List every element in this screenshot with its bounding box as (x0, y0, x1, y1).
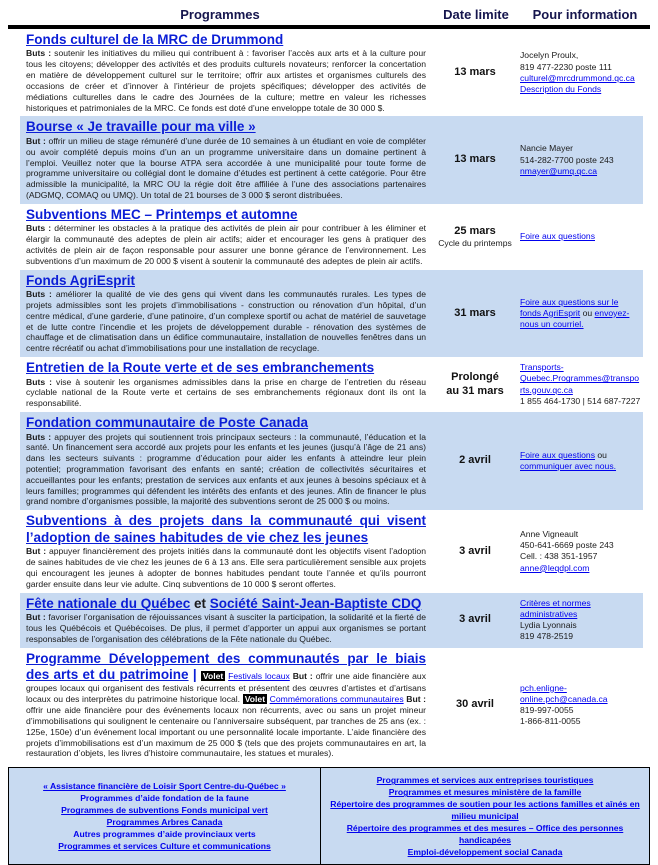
program-title-link[interactable]: Programme Développement des communautés par le biais des arts et du patrimoine (26, 650, 426, 682)
program-row (20, 648, 643, 763)
paragraph (26, 289, 426, 354)
footer-text: Programmes d’aide fondation de la faune (80, 793, 249, 804)
hyperlink[interactable]: Description du Fonds (520, 83, 602, 94)
deadline-text: 2 avril (459, 454, 491, 467)
hyperlink[interactable]: Festivals locaux (228, 670, 290, 681)
hyperlink[interactable]: nmayer@umq.qc.ca (520, 165, 598, 176)
static-text: 1-866-811-0055 (520, 716, 581, 727)
deadline-text: 13 mars (454, 65, 496, 78)
description-label: Buts : (26, 431, 52, 442)
paragraph (26, 432, 426, 508)
footer-right-column (321, 768, 649, 864)
paragraph (520, 551, 641, 562)
title-text: et (190, 595, 210, 611)
date-limite-cell (432, 545, 518, 559)
deadline-text: 3 avril (459, 544, 491, 557)
paragraph (26, 415, 426, 431)
deadline-text: au 31 mars (446, 384, 504, 397)
footer-text: Autres programmes d’aide provinciaux verts (73, 829, 256, 840)
contact-info-cell (518, 683, 643, 728)
paragraph (520, 563, 641, 574)
paragraph (26, 612, 426, 644)
deadline-text: 3 avril (459, 613, 491, 626)
paragraph (26, 360, 426, 376)
static-text: soutenir les initiatives du milieu qui contribuent à : favoriser l’accès aux arts et à la culture pour tous les citoyens; développer des activités et des produits culturels novateurs; renforcer la concertation en matière de développement culturel sur le territoire; offrir aux artistes et organismes culturels des occasions de créer et d’innover à l’intérieur de projets spécifiques; développer des activités de médiations culturelles dans le cadre des Journées de la culture; mettre en valeur les richesses historiques et patrimoniales de la MRC. Ce fonds est doté d’une enveloppe totale de 30 000 $. (26, 48, 426, 113)
column-header-programmes: Programmes (180, 7, 260, 22)
footer-link[interactable]: Programmes et mesures ministère de la famille (388, 787, 582, 798)
paragraph (434, 545, 516, 559)
column-header-pour-information: Pour information (532, 7, 638, 22)
footer-link[interactable]: Programmes Arbres Canada (106, 817, 223, 828)
program-title-link[interactable]: Fonds AgriEsprit (26, 272, 136, 288)
program-title-link[interactable]: Subventions MEC – Printemps et automne (26, 206, 298, 222)
paragraph (26, 546, 426, 589)
paragraph (26, 596, 426, 612)
program-cell (20, 415, 432, 507)
hyperlink[interactable]: communiquer avec nous. (520, 461, 617, 472)
program-row (20, 204, 643, 270)
paragraph (520, 62, 641, 73)
contact-info-cell (518, 297, 643, 331)
program-title-link[interactable]: Société Saint-Jean-Baptiste CDQ (209, 595, 422, 611)
paragraph (520, 143, 641, 154)
program-cell (20, 119, 432, 200)
date-limite-cell (432, 153, 518, 167)
paragraph (520, 84, 641, 95)
paragraph (520, 155, 641, 166)
description-label: But : (26, 546, 47, 557)
date-limite-cell (432, 454, 518, 468)
program-cell (20, 651, 432, 760)
contact-info-cell (518, 450, 643, 472)
paragraph (434, 307, 516, 321)
footer-link[interactable]: Programmes de subventions Fonds municipal vert (61, 805, 268, 816)
deadline-text: Prolongé (451, 370, 499, 383)
date-limite-cell (432, 613, 518, 627)
contact-info-cell (518, 362, 643, 407)
table-header (8, 3, 650, 29)
contact-info-cell (518, 50, 643, 95)
paragraph (434, 225, 516, 239)
contact-info-cell (518, 143, 643, 177)
program-title-link[interactable]: Fête nationale du Québec (26, 595, 191, 611)
description-label: Buts : (26, 376, 52, 387)
footer-left-column (9, 768, 321, 864)
paragraph (520, 598, 641, 620)
paragraph (520, 716, 641, 727)
paragraph (520, 620, 641, 631)
description-label: But : (292, 670, 313, 681)
static-text: Cell. : 438 351-1957 (520, 551, 598, 562)
paragraph (520, 683, 641, 705)
footer-links-box (8, 767, 650, 865)
program-cell (20, 513, 432, 589)
paragraph (520, 631, 641, 642)
deadline-text: 31 mars (454, 306, 496, 319)
program-cell (20, 207, 432, 267)
hyperlink[interactable]: Transports-Quebec.Programmes@transports.gouv.qc.ca (520, 362, 640, 395)
paragraph (520, 73, 641, 84)
hyperlink[interactable]: Foire aux questions (520, 231, 595, 242)
static-text: appuyer des projets qui soutiennent trois principaux secteurs : la communauté, l’éducation et la santé. Un financement sera accordé aux projets pour les enfants et les jeunes (jusqu’à l’âge de 21 ans) dans les secteurs suivants : programme d’éducation pour aider les enfants à atteindre leur plein potentiel; programmation favorisant des enfants en santé; création de collectivités sécuritaires et accueillantes pour les enfants; prestation de services aux enfants et aux jeunes à besoins spéciaux et à leurs familles; programmes qui défendent les intérêts des enfants et des jeunes. Afin de financer le plus grand nombre d’organismes possible, la majorité des subventions seront de 25 000 $ ou moins. (26, 431, 426, 507)
program-row (20, 412, 643, 510)
static-text: 1 855 464-1730 | 514 687-7227 (520, 395, 641, 406)
footer-link[interactable]: Programmes et services Culture et communications (58, 841, 271, 852)
program-cell (20, 32, 432, 113)
paragraph (26, 223, 426, 266)
footer-link[interactable]: « Assistance financière de Loisir Sport Centre-du-Québec » (43, 781, 286, 792)
contact-info-cell (518, 598, 643, 643)
date-limite-cell (432, 698, 518, 712)
paragraph (434, 454, 516, 468)
hyperlink[interactable]: Foire aux questions (520, 450, 595, 460)
paragraph (520, 396, 641, 407)
paragraph (26, 119, 426, 135)
program-row (20, 593, 643, 648)
volet-tag: Volet (244, 694, 266, 705)
static-text: offrir un milieu de stage rémunéré d’une durée de 10 semaines à un étudiant en voie de compléter ou avoir complété depuis moins d’un an un programme universitaire dans un domaine pertinent à l’emploi. Veuillez noter que la bourse ATPA sera accordée à une municipalité pour toute forme de programme universitaire ou collégial dont le domaine d’études est pertinent à cette catégorie. Pour être admissible la municipalité, la MRC OU la régie doit être affiliée à l’une des associations partenaires (ADGMQ, COMAQ ou UMQ). Un total de 21 bourses de 3 000 $ seront distribuées. (26, 135, 426, 201)
hyperlink[interactable]: Critères et normes administratives (520, 597, 591, 619)
paragraph (434, 385, 516, 399)
footer-link[interactable]: Emploi-développement social Canada (407, 847, 563, 858)
hyperlink[interactable]: envoyez-nous un courriel. (520, 307, 630, 329)
description-label: Buts : (26, 48, 52, 59)
program-title-link[interactable]: Subventions à des projets dans la communauté qui visent l’adoption de saines habitudes de vie chez les jeunes (26, 513, 426, 545)
deadline-text: 25 mars (454, 224, 496, 237)
paragraph (434, 371, 516, 385)
program-title-link[interactable]: Entretien de la Route verte et de ses embranchements (26, 360, 375, 376)
paragraph (434, 613, 516, 627)
paragraph (520, 362, 641, 396)
date-limite-cell (432, 307, 518, 321)
program-cell (20, 360, 432, 409)
description-label: Buts : (26, 289, 52, 300)
static-text: Jocelyn Proulx, (520, 50, 579, 61)
paragraph (520, 297, 641, 331)
static-text: favoriser l’organisation de réjouissances visant à susciter la participation, la solidarité et la fierté de tous les Québécois et Québécoises. De plus, il permet d’apporter un appui aux organismes se portant responsables de l’organisation des célébrations de la Fête nationale du Québec. (26, 612, 426, 644)
paragraph (520, 450, 641, 472)
volet-tag: Volet (202, 670, 224, 681)
date-limite-cell (432, 225, 518, 249)
paragraph (520, 50, 641, 61)
description-label: But : (406, 694, 427, 705)
static-text: 450-641-6669 poste 243 (520, 540, 614, 551)
footer-link[interactable]: Répertoire des programmes de soutien pour les actions familles et aînés en milieu municipal (330, 799, 640, 822)
programs-table (20, 29, 643, 762)
static-text: Anne Vigneault (520, 529, 579, 540)
deadline-text: 30 avril (456, 698, 494, 710)
hyperlink[interactable]: culturel@mrcdrummond.qc.ca (520, 72, 635, 83)
static-text: ou (595, 450, 607, 460)
paragraph (520, 166, 641, 177)
contact-info-cell (518, 529, 643, 574)
description-label: But : (26, 612, 46, 623)
static-text: Lydia Lyonnais (520, 620, 577, 631)
program-title-link[interactable]: Bourse « Je travaille pour ma ville » (26, 119, 256, 135)
paragraph (520, 231, 641, 242)
static-text: améliorer la qualité de vie des gens qui vivent dans les communautés rurales. Les types de projets admissibles sont les projets d’immobilisations - construction ou rénovation d’un hôpital, d’un centre médical, d’une garderie, d’une patinoire, d’un complexe sportif ou achat de matériel de sauvetage et de lutte contre l’incendie et les projets de développement durable - rénovation des systèmes de chauffage et de climatisation dans un édifice communautaire, installation de nouvelles fenêtres dans un centre récréatif ou achat d’immobilisations pour une installation de recyclage. (26, 289, 426, 354)
title-separator: | (188, 666, 201, 682)
paragraph (26, 48, 426, 113)
hyperlink[interactable]: pch.enligne-online.pch@canada.ca (520, 682, 608, 704)
paragraph (26, 32, 426, 48)
date-limite-cell (432, 371, 518, 399)
paragraph (26, 273, 426, 289)
static-text: vise à soutenir les organismes admissibles dans la prise en charge de l’entretien du réseau cyclable national de la Route verte et certains de ses embranchements régionaux dont ils ont la responsabilité. (26, 376, 426, 409)
paragraph (520, 540, 641, 551)
paragraph (434, 66, 516, 80)
static-text: 819 478-2519 (520, 631, 574, 642)
date-limite-cell (432, 66, 518, 80)
static-text: Cycle du printemps (438, 238, 512, 249)
paragraph (520, 705, 641, 716)
deadline-text: 13 mars (454, 153, 496, 166)
program-cell (20, 596, 432, 645)
program-row (20, 29, 643, 116)
paragraph (434, 153, 516, 167)
description-label: Buts : (26, 223, 52, 234)
hyperlink[interactable]: Foire aux questions sur le fonds AgriEsprit (520, 296, 619, 318)
static-text: 819 477-2230 poste 111 (520, 61, 612, 72)
hyperlink[interactable]: anne@leqdpl.com (520, 562, 590, 573)
static-text: offrir une aide financière aux groupes locaux qui organisent des festivals récurrents et présentent des œuvres d’artistes et d’artisans locaux ou des interprètes du patrimoine historique local. (26, 670, 427, 705)
paragraph (26, 207, 426, 223)
paragraph (434, 698, 516, 712)
column-header-date-limite: Date limite (443, 7, 509, 22)
paragraph (26, 136, 426, 201)
paragraph (520, 529, 641, 540)
paragraph (434, 238, 516, 249)
static-text: 514-282-7700 poste 243 (520, 154, 614, 165)
paragraph (26, 651, 426, 760)
paragraph (26, 513, 426, 546)
program-cell (20, 273, 432, 354)
program-title-link[interactable]: Fonds culturel de la MRC de Drummond (26, 32, 284, 47)
static-text: ou (580, 307, 595, 318)
static-text: Nancie Mayer (520, 143, 574, 154)
program-row (20, 357, 643, 412)
program-row (20, 270, 643, 357)
program-row (20, 116, 643, 203)
footer-link[interactable]: Répertoire des programmes et des mesures – Office des personnes handicapées (346, 823, 624, 846)
program-row (20, 510, 643, 592)
program-title-link[interactable]: Fondation communautaire de Poste Canada (26, 415, 309, 431)
static-text: 819-997-0055 (520, 704, 574, 715)
static-text: déterminer les obstacles à la pratique des activités de plein air pour contribuer à les éliminer et élargir la communauté des adeptes de plein air actifs; aider et encourager les gens à pratiquer des activités de plein air de façon responsable pour assurer une bonne gérance de l’environnement. Les subventions d’un maximum de 20 000 $ visent à soutenir la communauté des adeptes de plein air actifs. (26, 223, 426, 266)
paragraph (26, 377, 426, 409)
description-label: But : (26, 135, 46, 146)
contact-info-cell (518, 231, 643, 242)
hyperlink[interactable]: Commémorations communautaires (269, 694, 404, 705)
footer-link[interactable]: Programmes et services aux entreprises touristiques (376, 775, 594, 786)
static-text: offrir une aide financière pour des événements locaux non récurrents, avec ou sans un projet mineur d’immobilisations qui soulignent le centenaire ou l’anniversaire subséquent, par tranches de 25 ans (ex. : 125e, 150e) d’un événement local important ou une personnalité locale importante. L’aide financière des projets d’immobilisations est d’un maximum de 25 000 $ (tels que des projets communautaires en art, la restauration d’objets, les livres d’histoire communautaire, les statues et murales). (26, 705, 426, 759)
static-text: appuyer financièrement des projets initiés dans la communauté dont les objectifs visent l’adoption de saines habitudes de vie chez les jeunes de 6 à 13 ans. Elle sera particulièrement sensible aux projets qui encouragent les jeunes à adopter de bonnes habitudes pendant toute l’année et qu’ils pourront garder ensuite dans leur vie adulte. Cinq subventions de 10 000 $ seront offertes. (26, 546, 426, 589)
